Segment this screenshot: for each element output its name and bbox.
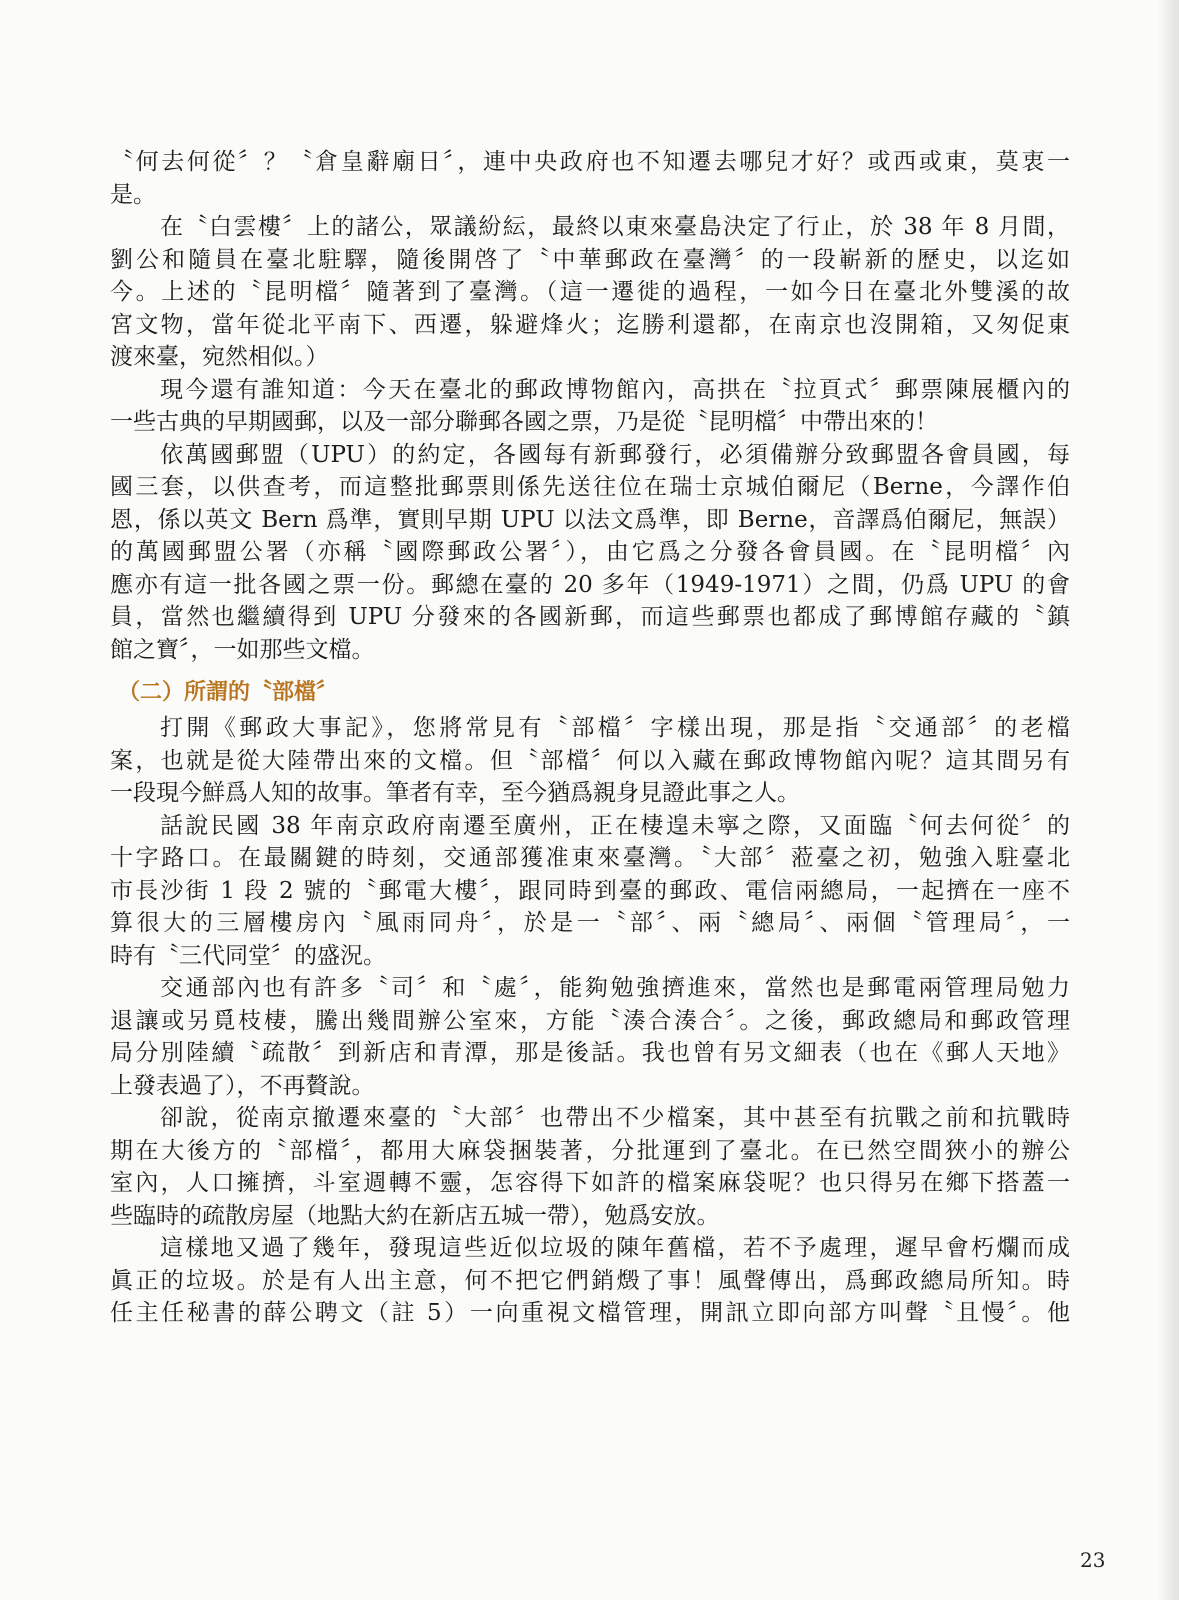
text-line: 依萬國郵盟（UPU）的約定，各國每有新郵發行，必須備辦分致郵盟各會員國，每: [160, 441, 1070, 468]
page-body: [110, 146, 1070, 1330]
paragraph: [110, 810, 1070, 973]
paragraph: [110, 374, 1070, 439]
text-line: 應亦有這一批各國之票一份。郵總在臺的 20 多年（1949-1971）之間，仍爲 UPU 的會: [110, 571, 1070, 598]
text-line: 算很大的三層樓房內〝風雨同舟〞，於是一〝部〞、兩〝總局〞、兩個〝管理局〞，一: [110, 910, 1070, 936]
text-line: 這樣地又過了幾年，發現這些近似垃圾的陳年舊檔，若不予處理，遲早會朽爛而成: [160, 1235, 1070, 1261]
text-line: 的萬國郵盟公署（亦稱〝國際郵政公署〞），由它爲之分發各會員國。在〝昆明檔〞內: [110, 539, 1070, 565]
paragraph: [110, 439, 1070, 667]
text-line: 劉公和隨員在臺北駐驛，隨後開啓了〝中華郵政在臺灣〞的一段嶄新的歷史，以迄如: [110, 246, 1070, 273]
text-line: 員，當然也繼續得到 UPU 分發來的各國新郵，而這些郵票也都成了郵博館存藏的〝鎮: [110, 604, 1070, 630]
text-line: 十字路口。在最關鍵的時刻，交通部獲准東來臺灣。〝大部〞蒞臺之初，勉強入駐臺北: [110, 845, 1070, 871]
text-line: 話說民國 38 年南京政府南遷至廣州，正在棲遑未寧之際，又面臨〝何去何從〞的: [160, 812, 1070, 839]
text-line: 一些古典的早期國郵，以及一部分聯郵各國之票，乃是從〝昆明檔〞中帶出來的！: [110, 409, 938, 435]
page-number: 23: [1080, 1548, 1106, 1572]
text-line: 市長沙街 1 段 2 號的〝郵電大樓〞，跟同時到臺的郵政、電信兩總局，一起擠在一座不: [110, 877, 1070, 904]
section-heading: （二）所謂的〝部檔〞: [118, 680, 339, 705]
text-line: 渡來臺，宛然相似。）: [110, 344, 329, 370]
text-line: 〝何去何從〞？〝倉皇辭廟日〞，連中央政府也不知遷去哪兒才好？或西或東，莫衷一: [110, 149, 1070, 175]
text-line: 局分別陸續〝疏散〞到新店和青潭，那是後話。我也曾有另文細表（也在《郵人天地》: [110, 1040, 1070, 1066]
text-line: 國三套，以供查考，而這整批郵票則係先送往位在瑞士京城伯爾尼（Berne，今譯作伯: [110, 474, 1070, 500]
text-line: 任主任秘書的薛公聘文（註 5）一向重視文檔管理，開訊立即向部方叫聲〝且慢〞。他: [110, 1300, 1070, 1326]
text-line: 恩，係以英文 Bern 爲準，實則早期 UPU 以法文爲準，即 Berne，音譯爲伯爾尼，無誤）: [110, 506, 1070, 533]
text-line: 是。: [110, 181, 156, 208]
text-line: 交通部內也有許多〝司〞和〝處〞，能夠勉強擠進來，當然也是郵電兩管理局勉力: [160, 975, 1070, 1001]
text-line: 些臨時的疏散房屋（地點大約在新店五城一帶），勉爲安放。: [110, 1202, 720, 1229]
paragraph: [110, 1102, 1070, 1232]
text-line: 卻說，從南京撤遷來臺的〝大部〞也帶出不少檔案，其中甚至有抗戰之前和抗戰時: [160, 1105, 1070, 1131]
text-line: 退讓或另覓枝棲，騰出幾間辦公室來，方能〝湊合湊合〞。之後，郵政總局和郵政管理: [110, 1007, 1070, 1034]
text-line: 現今還有誰知道：今天在臺北的郵政博物館內，高拱在〝拉頁式〞郵票陳展櫃內的: [160, 376, 1070, 403]
paragraph: [110, 211, 1070, 374]
text-line: 今。上述的〝昆明檔〞隨著到了臺灣。（這一遷徙的過程，一如今日在臺北外雙溪的故: [110, 279, 1070, 305]
text-line: 案，也就是從大陸帶出來的文檔。但〝部檔〞何以入藏在郵政博物館內呢？這其間另有: [110, 747, 1070, 774]
text-line: 室內，人口擁擠，斗室週轉不靈，怎容得下如許的檔案麻袋呢？也只得另在鄉下搭蓋一: [110, 1170, 1070, 1196]
paragraph: [110, 712, 1070, 810]
text-line: 上發表過了），不再贅說。: [110, 1072, 375, 1099]
text-line: 期在大後方的〝部檔〞，都用大麻袋捆裝著，分批運到了臺北。在已然空間狹小的辦公: [110, 1137, 1070, 1164]
text-line: 打開《郵政大事記》，您將常見有〝部檔〞字樣出現，那是指〝交通部〞的老檔: [160, 715, 1070, 741]
text-line: 時有〝三代同堂〞的盛況。: [110, 942, 386, 969]
paragraph: [110, 146, 1070, 211]
text-line: 眞正的垃圾。於是有人出主意，何不把它們銷燬了事！風聲傳出，爲郵政總局所知。時: [110, 1267, 1070, 1294]
paragraph: [110, 972, 1070, 1102]
paragraph: [110, 1232, 1070, 1330]
page-binding-shadow: [1157, 0, 1179, 1600]
text-line: 館之寶〞，一如那些文檔。: [110, 636, 375, 663]
text-line: 在〝白雲樓〞上的諸公，眾議紛紜，最終以東來臺島決定了行止，於 38 年 8 月間，: [160, 214, 1070, 240]
text-line: 一段現今鮮爲人知的故事。筆者有幸，至今猶爲親身見證此事之人。: [110, 780, 800, 806]
text-line: 宮文物，當年從北平南下、西遷，躲避烽火；迄勝利還都，在南京也沒開箱，又匆促東: [110, 311, 1070, 338]
